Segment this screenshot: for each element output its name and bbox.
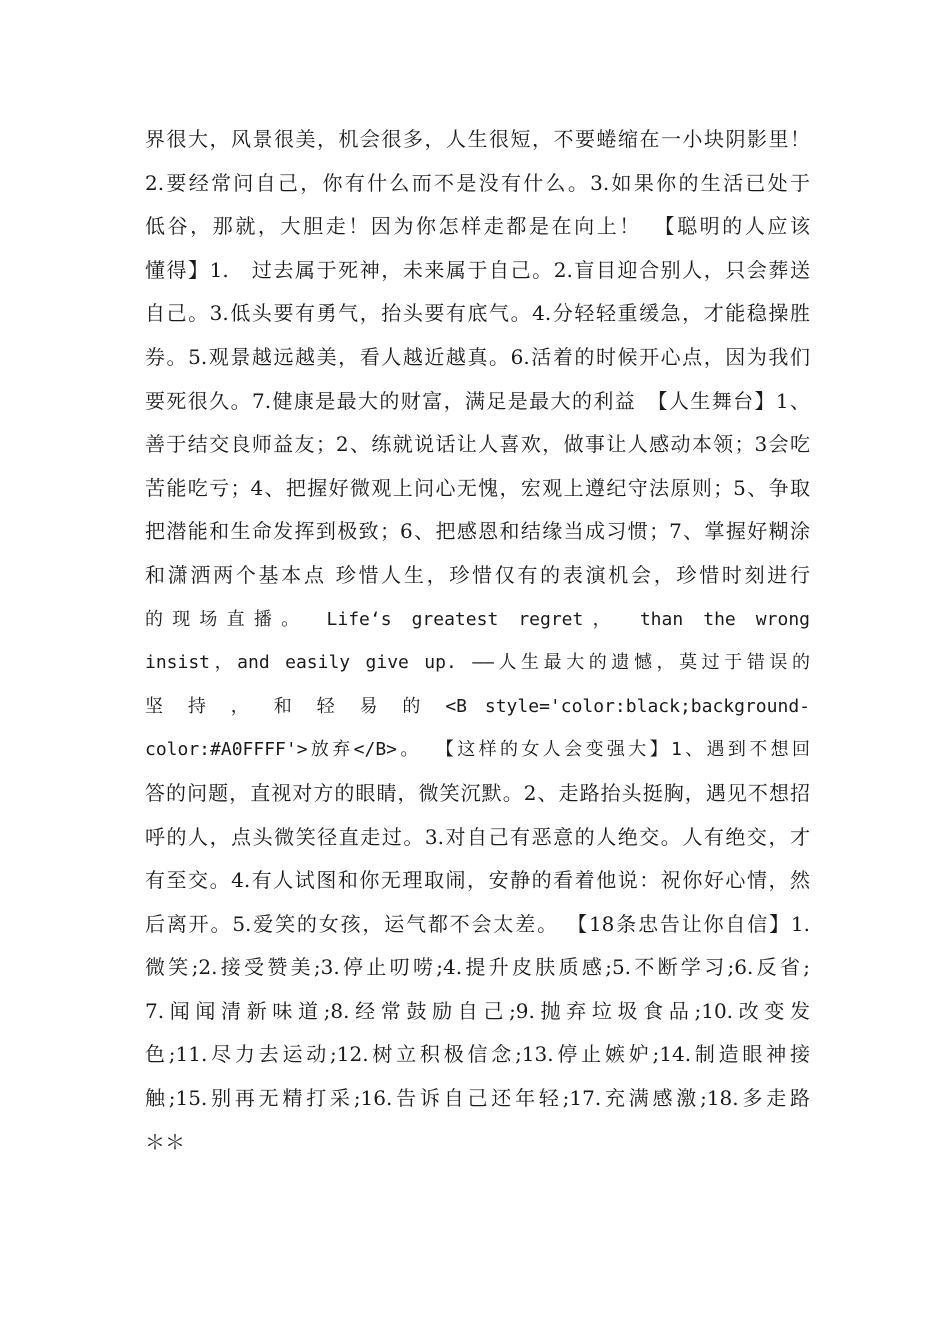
text-line: 答的问题，直视对方的眼睛，微笑沉默。2、走路抬头挺胸，遇见不想招 bbox=[145, 780, 810, 805]
text-line: 券。5.观景越远越美，看人越近越真。6.活着的时候开心点，因为我们 bbox=[145, 344, 810, 369]
text-line: 2.要经常问自己，你有什么而不是没有什么。3.如果你的生活已处于 bbox=[145, 170, 810, 195]
text-line: insist，and easily give up. ——人生最大的遗憾，莫过于错误的 bbox=[145, 652, 810, 674]
text-line: 懂得】1. 过去属于死神，未来属于自己。2.盲目迎合别人，只会葬送 bbox=[145, 257, 810, 282]
text-line: 呼的人，点头微笑径直走过。3.对自己有恶意的人绝交。人有绝交，才 bbox=[145, 824, 810, 849]
text-line: 和潇洒两个基本点 珍惜人生，珍惜仅有的表演机会，珍惜时刻进行 bbox=[145, 562, 810, 587]
text-line: 自己。3.低头要有勇气，抬头要有底气。4.分轻轻重缓急，才能稳操胜 bbox=[145, 301, 810, 326]
text-line: color:#A0FFFF'>放弃</B>。 【这样的女人会变强大】1、遇到不想回 bbox=[145, 739, 810, 761]
text-line: 善于结交良师益友；2、练就说话让人喜欢，做事让人感动本领；3会吃 bbox=[145, 432, 810, 457]
text-line: 触;15.别再无精打采;16.告诉自己还年轻;17.充满感激;18.多走路 bbox=[145, 1086, 810, 1111]
text-line: 把潜能和生命发挥到极致；6、把感恩和结缘当成习惯；7、掌握好糊涂 bbox=[145, 519, 810, 544]
text-line: 低谷，那就，大胆走！因为你怎样走都是在向上！ 【聪明的人应该 bbox=[145, 214, 810, 239]
text-line: 有至交。4.有人试图和你无理取闹，安静的看着他说：祝你好心情，然 bbox=[145, 868, 810, 893]
text-line: 界很大，风景很美，机会很多，人生很短，不要蜷缩在一小块阴影里！ bbox=[145, 127, 810, 151]
text-line: 色;11.尽力去运动;12.树立积极信念;13.停止嫉妒;14.制造眼神接 bbox=[145, 1042, 810, 1067]
text-line: 坚 持 ， 和 轻 易 的 <B style='color:black;background- bbox=[145, 695, 810, 717]
text-line: 要死很久。7.健康是最大的财富，满足是最大的利益 【人生舞台】1、 bbox=[145, 388, 810, 413]
text-line: ＊＊ bbox=[145, 1129, 185, 1154]
text-line: 后离开。5.爱笑的女孩，运气都不会太差。 【18条忠告让你自信】1. bbox=[145, 911, 810, 936]
text-line: 7.闻闻清新味道;8.经常鼓励自己;9.抛弃垃圾食品;10.改变发 bbox=[145, 998, 810, 1023]
text-line: 微笑;2.接受赞美;3.停止叨唠;4.提升皮肤质感;5.不断学习;6.反省; bbox=[145, 955, 810, 980]
text-line: 的现场直播。 Life‘s greatest regret， than the wrong bbox=[145, 608, 810, 630]
text-line: 苦能吃亏；4、把握好微观上问心无愧，宏观上遵纪守法原则；5、争取 bbox=[145, 475, 810, 500]
body-text bbox=[145, 118, 810, 1164]
